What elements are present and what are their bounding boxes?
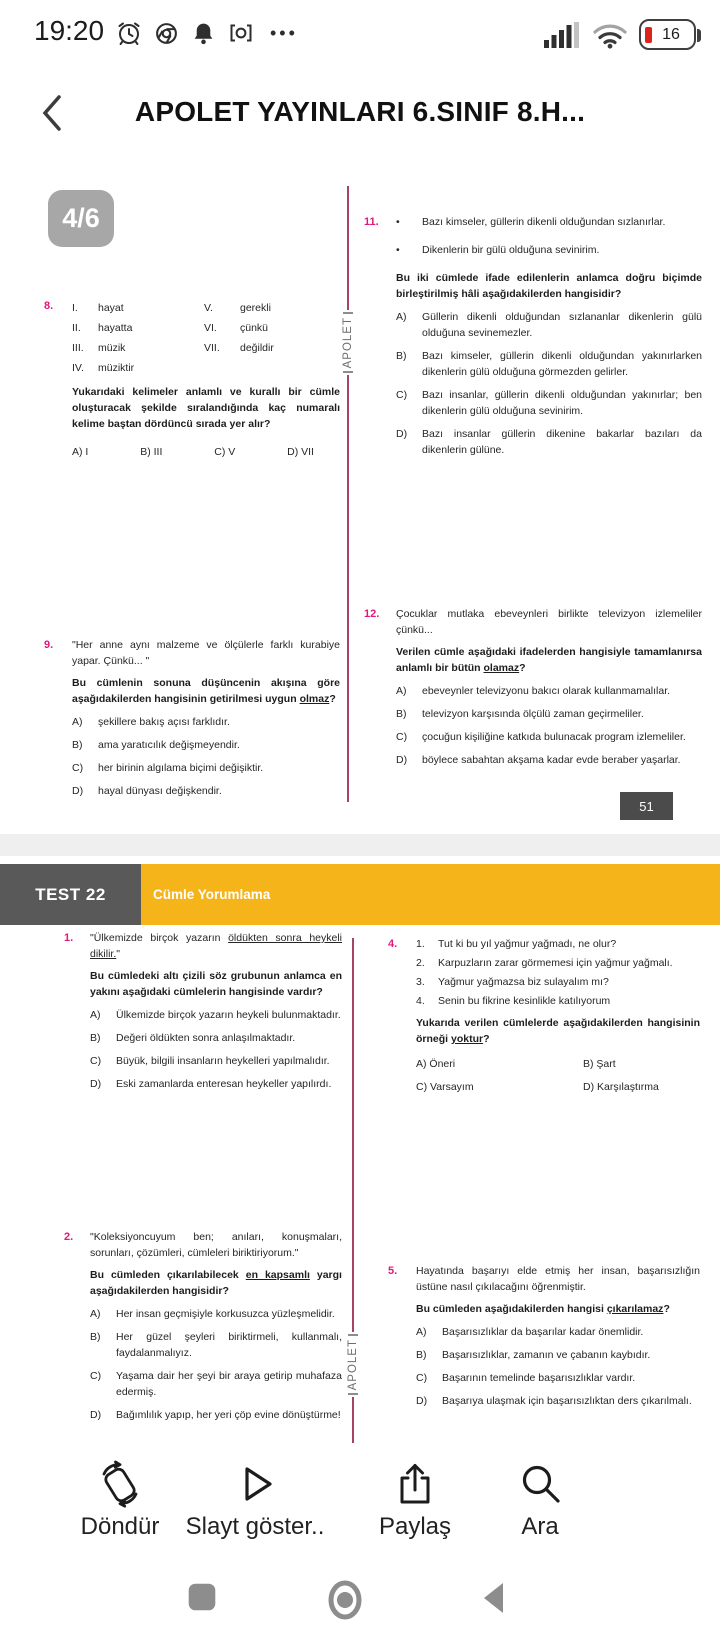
question-number: 5. <box>388 1265 398 1277</box>
question-intro: "Her anne aynı malzeme ve ölçülerle farklı kurabiye yapar. Çünkü... " <box>72 639 340 667</box>
wifi-icon <box>592 21 628 49</box>
rotate-icon <box>96 1460 144 1508</box>
option: C) Varsayım <box>416 1081 474 1093</box>
word-list <box>72 298 340 378</box>
screenshot-icon <box>228 21 254 45</box>
numbered-item: 2. Karpuzların zarar görmemesi için yağmur yağmalı. <box>416 957 673 969</box>
question-stem: Bu cümlenin sonuna düşüncenin akışına göre aşağıdakilerden hangisinin getirilmesi uygun olmaz? <box>72 677 340 705</box>
option: A) Başarısızlıklar da başarılar kadar önemlidir. <box>416 1326 644 1338</box>
search-button[interactable] <box>465 1460 615 1541</box>
question-9 <box>44 637 340 799</box>
answer-options-row <box>416 1058 700 1070</box>
option: B) Değeri öldükten sonra anlaşılmaktadır. <box>90 1032 296 1044</box>
question-stem: Bu cümleden çıkarılabilecek en kapsamlı yargı aşağıdakilerden hangisidir? <box>90 1269 342 1297</box>
toolbar-label: Ara <box>521 1513 559 1540</box>
question-number: 9. <box>44 639 54 651</box>
question-8 <box>44 298 340 458</box>
question-12 <box>364 606 702 768</box>
question-5 <box>388 1263 700 1409</box>
question-number: 8. <box>44 300 54 312</box>
numbered-item: 1. Tut ki bu yıl yağmur yağmadı, ne olur? <box>416 938 617 950</box>
list-item: VII. değildir <box>204 342 274 354</box>
option: B) Her güzel şeyleri biriktirmeli, kullanmalı, faydalanmalıyız. <box>90 1331 342 1359</box>
answer-options <box>72 446 314 458</box>
list-item: V. gerekli <box>204 302 271 314</box>
toolbar-label: Paylaş <box>378 1513 452 1540</box>
option: A) Öneri <box>416 1058 456 1070</box>
question-stem: Bu cümleden aşağıdakilerden hangisi çıkarılamaz? <box>416 1303 670 1315</box>
option: C) Başarının temelinde başarısızlıklar vardır. <box>416 1372 636 1384</box>
clock-time: 19:20 <box>34 15 105 46</box>
status-left-icons <box>116 20 298 46</box>
watermark-tick <box>348 1334 358 1336</box>
option: B) III <box>140 446 163 458</box>
list-item: II. hayatta <box>72 322 133 334</box>
option: C) Bazı insanlar, güllerin dikenli olduğundan yakınırlar; ben dikenlerin gülü olduğuna sevinirim. <box>396 389 702 417</box>
option: A) Güllerin dikenli olduğundan sızlananlar dikenlerin gülü olduğuna sevinemezler. <box>396 311 702 339</box>
watermark-tick <box>343 312 353 314</box>
notification-icon <box>191 21 216 46</box>
question-intro: "Ülkemizde birçok yazarın öldükten sonra heykeli dikilir." <box>90 932 343 960</box>
option: A) ebeveynler televizyonu bakıcı olarak kullanmamalılar. <box>396 685 671 697</box>
status-bar <box>0 12 720 56</box>
question-intro: Çocuklar mutlaka ebeveynleri birlikte televizyon izlemeliler çünkü... <box>396 608 702 636</box>
question-stem: Yukarıdaki kelimeler anlamlı ve kurallı bir cümle oluşturacak şekilde sıralandığında kaç numaralı kelime baştan dördüncü sırada yer alır? <box>72 386 340 430</box>
option: D) Karşılaştırma <box>583 1081 659 1093</box>
question-number: 4. <box>388 938 398 950</box>
option: B) Bazı kimseler, güllerin dikenli olduğundan yakınırlarken dikenlerin gülü olduğuna görmezden gelirler. <box>396 350 702 378</box>
question-stem: Bu cümledeki altı çizili söz grubunun anlamca en yakını aşağıdaki cümlelerin hangisinde vardır? <box>90 970 342 998</box>
option: B) ama yaratıcılık değişmeyendir. <box>72 739 240 751</box>
option: D) VII <box>287 446 314 458</box>
document-page-number: 51 <box>620 792 673 820</box>
option: D) hayal dünyası değişkendir. <box>72 785 222 797</box>
question-number: 11. <box>364 216 379 228</box>
back-triangle-icon <box>474 1578 514 1618</box>
search-icon <box>516 1460 564 1508</box>
option: C) Yaşama dair her şeyi bir araya getirip muhafaza edermiş. <box>90 1370 342 1398</box>
option: D) böylece sabahtan akşama kadar evde beraber yaşarlar. <box>396 754 681 766</box>
question-intro: Hayatında başarıyı elde etmiş her insan, başarısızlığın üstüne nasıl çıkılacağını öğrenmiştir. <box>416 1265 700 1293</box>
publisher-watermark: APOLET <box>341 1332 365 1397</box>
question-stem: Yukarıda verilen cümlelerde aşağıdakilerden hangisinin örneği yoktur? <box>416 1017 700 1045</box>
question-1 <box>64 930 342 1092</box>
column-divider <box>347 186 349 802</box>
option: B) Şart <box>583 1058 616 1070</box>
toolbar-label: Slayt göster.. <box>185 1513 325 1540</box>
question-4 <box>388 936 700 1093</box>
option: D) Bağımlılık yapıp, her yeri çöp evine dönüştürme! <box>90 1409 341 1421</box>
battery-percent: 16 <box>662 25 680 43</box>
answer-options-row <box>416 1081 700 1093</box>
bullet-item: • Bazı kimseler, güllerin dikenli olduğundan sızlanırlar. <box>396 216 666 228</box>
recents-square-icon <box>183 1578 221 1616</box>
question-number: 12. <box>364 608 380 620</box>
bullet-item: • Dikenlerin bir gülü olduğuna sevinirim. <box>396 244 600 256</box>
page-separator <box>0 834 720 856</box>
list-item: IV. müziktir <box>72 362 135 374</box>
play-icon <box>231 1460 279 1508</box>
question-number: 2. <box>64 1231 74 1243</box>
option: D) Başarıya ulaşmak için başarısızlıktan ders çıkarılmalı. <box>416 1395 692 1407</box>
list-item: III. müzik <box>72 342 126 354</box>
watermark-tick <box>343 371 353 373</box>
nav-recents-button[interactable] <box>183 1578 221 1616</box>
test-number-box: TEST 22 <box>0 864 141 925</box>
rotate-button[interactable] <box>45 1460 195 1541</box>
question-stem: Bu iki cümlede ifade edilenlerin anlamca doğru biçimde birleştirilmiş hâli aşağıdakilerden hangisidir? <box>396 272 702 300</box>
question-stem: Verilen cümle aşağıdaki ifadelerden hangisiyle tamamlanırsa anlamlı bir bütün olamaz? <box>396 646 702 674</box>
option: B) televizyon karşısında ölçülü zaman geçirmeliler. <box>396 708 644 720</box>
publisher-watermark: APOLET <box>336 310 360 375</box>
page-position-badge: 4/6 <box>48 190 114 247</box>
nav-home-button[interactable] <box>323 1578 367 1622</box>
option: C) V <box>214 446 236 458</box>
option: C) her birinin algılama biçimi değişiktir. <box>72 762 264 774</box>
battery-nub <box>697 29 701 42</box>
list-item: VI. çünkü <box>204 322 269 334</box>
share-icon <box>391 1460 439 1508</box>
option: B) Başarısızlıklar, zamanın ve çabanın kaybıdır. <box>416 1349 651 1361</box>
signal-icon <box>543 21 581 49</box>
slideshow-button[interactable] <box>180 1460 330 1541</box>
option: D) Eski zamanlarda enteresan heykeller yapılırdı. <box>90 1078 332 1090</box>
chrome-icon <box>154 21 179 46</box>
numbered-item: 4. Senin bu fikrine kesinlikle katılıyorum <box>416 995 611 1007</box>
option: C) Büyük, bilgili insanların heykelleri yapılmalıdır. <box>90 1055 330 1067</box>
status-right-icons <box>543 19 696 50</box>
test-topic-title: Cümle Yorumlama <box>153 887 271 902</box>
home-circle-icon <box>323 1578 367 1622</box>
nav-back-button[interactable] <box>474 1578 514 1618</box>
question-2 <box>64 1229 342 1423</box>
battery-icon <box>639 19 696 50</box>
question-11 <box>364 214 702 458</box>
option: A) I <box>72 446 89 458</box>
option: A) Ülkemizde birçok yazarın heykeli bulunmaktadır. <box>90 1009 341 1021</box>
numbered-item: 3. Yağmur yağmazsa biz sulayalım mı? <box>416 976 609 988</box>
battery-level-fill <box>645 27 652 43</box>
option: C) çocuğun kişiliğine katkıda bulunacak program izlemeliler. <box>396 731 686 743</box>
option: D) Bazı insanlar güllerin dikenine bakarlar bazıları da dikenlerin gülüne. <box>396 428 702 456</box>
toolbar-label: Döndür <box>80 1513 160 1540</box>
page-title: APOLET YAYINLARI 6.SINIF 8.H... <box>134 96 586 127</box>
alarm-clock-icon <box>116 20 142 46</box>
option: A) Her insan geçmişiyle korkusuzca yüzleşmelidir. <box>90 1308 335 1320</box>
option: A) şekillere bakış açısı farklıdır. <box>72 716 230 728</box>
question-number: 1. <box>64 932 74 944</box>
list-item: I. hayat <box>72 302 124 314</box>
test-header-band <box>0 864 720 925</box>
ellipsis-icon: ••• <box>270 23 298 43</box>
question-intro: "Koleksiyoncuyum ben; anıları, konuşmaları, sorunları, çözümleri, cümleleri biriktiriyorum." <box>90 1231 342 1259</box>
watermark-tick <box>348 1393 358 1395</box>
